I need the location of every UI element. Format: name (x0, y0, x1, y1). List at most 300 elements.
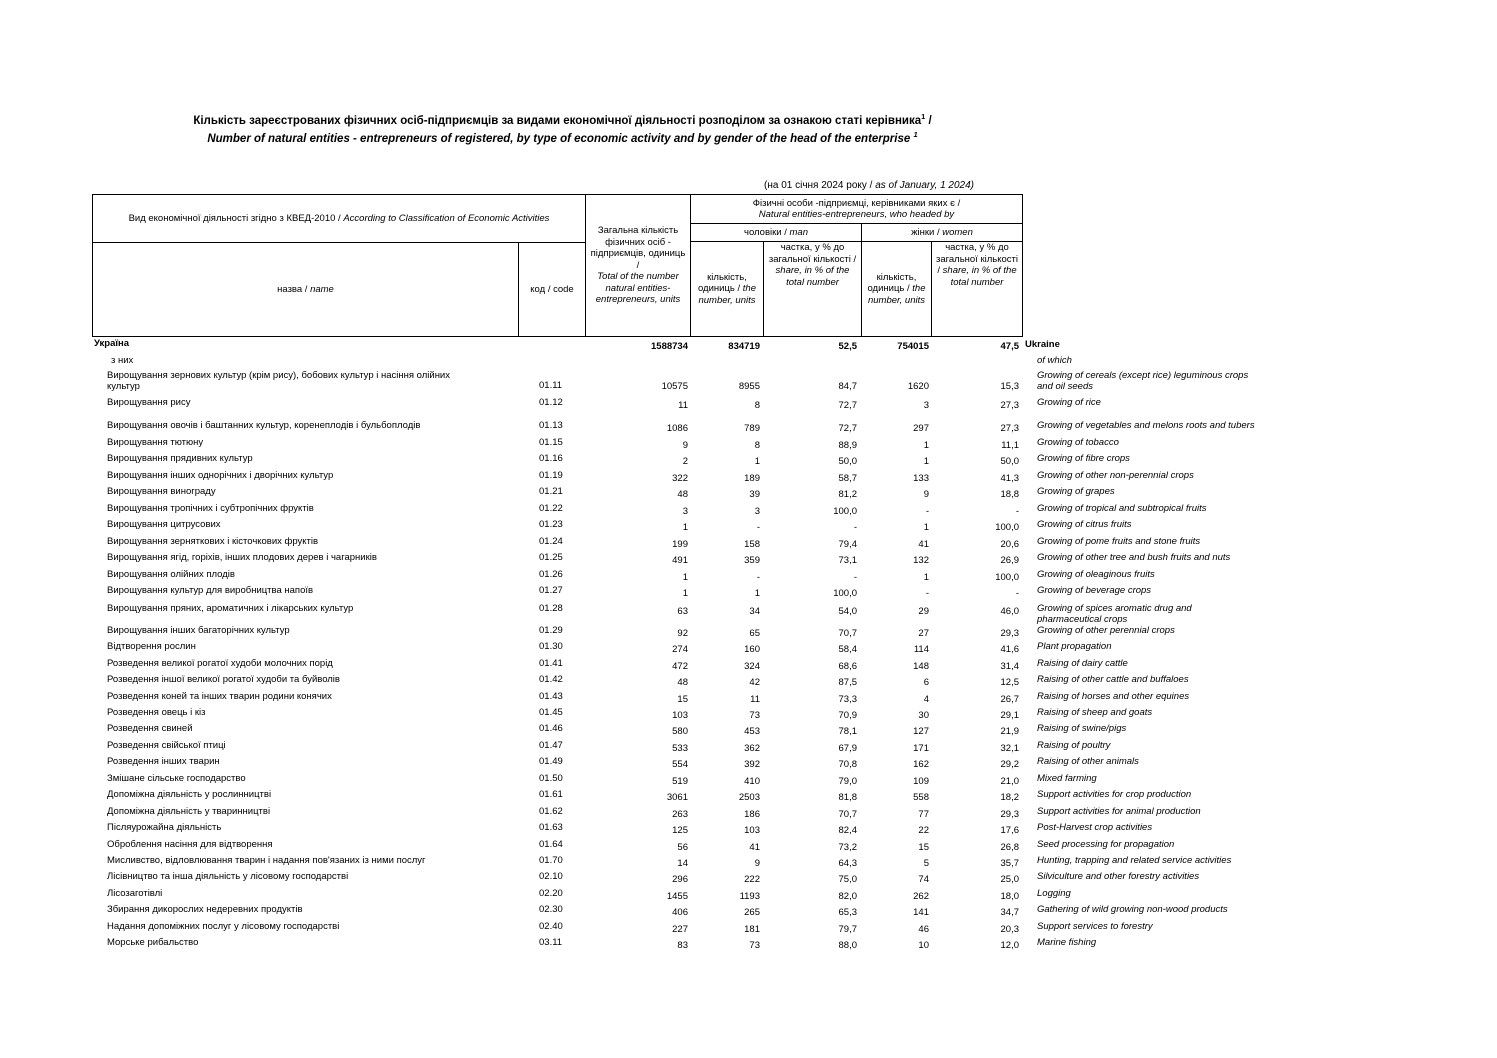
cell-men-count: 65 (749, 628, 760, 639)
cell-men-count: 8 (754, 440, 760, 451)
table-row (0, 756, 1497, 772)
cell-english-name: Growing of tropical and subtropical fruits (1037, 503, 1207, 514)
header-men: чоловіки / man (690, 223, 862, 242)
cell-name: Вирощування ягід, горіхів, інших плодових дерев і чагарників (107, 552, 377, 563)
cell-english-name: Plant propagation (1037, 641, 1112, 652)
cell-women-count: 27 (918, 628, 929, 639)
cell-women-share: 26,8 (1000, 842, 1019, 853)
cell-women-share: 32,1 (1000, 743, 1019, 754)
cell-men-count: 324 (744, 661, 760, 672)
cell-total: 48 (677, 677, 688, 688)
cell-english-name: Raising of horses and other equines (1037, 691, 1190, 702)
cell-women-count: 5 (923, 858, 929, 869)
cell-english-name: Growing of tobacco (1037, 437, 1119, 448)
cell-women-share: - (1015, 588, 1019, 599)
table-row (0, 486, 1497, 502)
cell-code: 02.30 (539, 904, 563, 915)
cell-code: 01.15 (539, 437, 563, 448)
cell-women-count: 141 (913, 907, 929, 918)
cell-english-name: Raising of sheep and goats (1037, 707, 1153, 718)
cell-total: 199 (672, 539, 688, 550)
cell-women-count: 1 (923, 572, 929, 583)
cell-women-count: 1 (923, 522, 929, 533)
cell-women-share: 18,8 (1000, 489, 1019, 500)
cell-women-count: 1620 (907, 381, 929, 392)
table-row (0, 888, 1497, 904)
cell-women-count: 41 (918, 539, 929, 550)
cell-women-share: 34,7 (1000, 907, 1019, 918)
header-men-count: кількість, одиниць / the number, units (690, 241, 764, 337)
cell-men-count: 359 (744, 555, 760, 566)
cell-name: Вирощування інших багаторічних культур (107, 625, 290, 636)
cell-men-count: 453 (744, 726, 760, 737)
as-of-date: (на 01 січня 2024 року / as of January, 1 2024) (764, 180, 974, 191)
header-women: жінки / women (861, 223, 1023, 242)
cell-name: Вирощування прядивних культур (107, 453, 253, 464)
cell-men-count: 189 (744, 473, 760, 484)
cell-code: 01.26 (539, 569, 563, 580)
cell-name: Вирощування овочів і баштанних культур, коренеплодів і бульбоплодів (107, 420, 421, 431)
cell-men-share: 58,7 (838, 473, 857, 484)
cell-men-count: 8955 (738, 381, 760, 392)
cell-name: Морське рибальство (107, 937, 199, 948)
cell-women-share: 21,0 (1000, 776, 1019, 787)
table-row (0, 921, 1497, 937)
cell-total: 519 (672, 776, 688, 787)
header-women-count: кількість, одиниць / the number, units (861, 241, 932, 337)
cell-women-share: 31,4 (1000, 661, 1019, 672)
header-physical-entities: Фізичні особи -підприємці, керівниками яких є / Natural entities-entrepreneurs, who headed by (690, 194, 1023, 224)
table-row (0, 773, 1497, 789)
cell-name: Вирощування зерняткових і кісточкових фруктів (107, 536, 319, 547)
cell-english-name: Support services to forestry (1037, 921, 1153, 932)
cell-name: Вирощування інших однорічних і дворічних культур (107, 470, 334, 481)
cell-men-share: 75,0 (838, 874, 857, 885)
cell-men-count: 222 (744, 874, 760, 885)
cell-women-count: 15 (918, 842, 929, 853)
cell-english-name: Growing of rice (1037, 397, 1101, 408)
cell-total: 56 (677, 842, 688, 853)
table-row (0, 641, 1497, 657)
cell-men-count: 410 (744, 776, 760, 787)
cell-total: 48 (677, 489, 688, 500)
cell-code: 01.29 (539, 625, 563, 636)
cell-men-count: 1 (754, 588, 760, 599)
cell-women-share: 20,6 (1000, 539, 1019, 550)
cell-english-name: of which (1037, 355, 1072, 366)
cell-english-name: Growing of other tree and bush fruits and nuts (1037, 552, 1231, 563)
cell-women-share: 12,5 (1000, 677, 1019, 688)
cell-name: Україна (94, 338, 130, 349)
cell-total: 11 (678, 400, 688, 411)
cell-total: 406 (672, 907, 688, 918)
cell-english-name-continued: pharmaceutical crops (1037, 614, 1128, 625)
cell-name: Лісозаготівлі (107, 888, 163, 899)
cell-code: 01.13 (539, 420, 563, 431)
cell-total: 296 (672, 874, 688, 885)
cell-women-count: 132 (913, 555, 929, 566)
cell-total: 3061 (666, 792, 688, 803)
cell-men-count: 11 (750, 694, 760, 705)
cell-men-share: 81,8 (838, 792, 857, 803)
cell-english-name: Growing of grapes (1037, 486, 1115, 497)
title-english: Number of natural entities - entrepreneurs of registered, by type of economic activity and by gender of the head of the enterprise $^1$ (207, 130, 918, 145)
cell-men-share: 70,8 (838, 759, 857, 770)
table-row (0, 855, 1497, 871)
cell-english-name: Logging (1037, 888, 1071, 899)
cell-women-share: 20,3 (1000, 924, 1019, 935)
cell-men-count: 41 (749, 842, 760, 853)
cell-code: 01.62 (539, 806, 563, 817)
cell-total: 2 (682, 456, 688, 467)
cell-total: 92 (677, 628, 688, 639)
cell-english-name: Mixed farming (1037, 773, 1097, 784)
cell-women-share: 26,7 (1000, 694, 1019, 705)
cell-women-count: 127 (913, 726, 929, 737)
header-name: назва / name (92, 242, 519, 337)
cell-women-share: 47,5 (1000, 341, 1019, 352)
cell-women-count: 297 (913, 423, 929, 434)
cell-name: Збирання дикорослих недеревних продуктів (107, 904, 303, 915)
cell-english-name: Support activities for crop production (1037, 789, 1192, 800)
cell-men-share: 88,9 (838, 440, 857, 451)
cell-english-name: Marine fishing (1037, 937, 1097, 948)
cell-total: 322 (672, 473, 688, 484)
cell-name: Розведення інших тварин (107, 756, 220, 767)
cell-code: 02.10 (539, 871, 563, 882)
cell-code: 01.46 (539, 723, 563, 734)
cell-men-count: 1193 (739, 891, 760, 902)
cell-english-name: Support activities for animal production (1037, 806, 1201, 817)
cell-code: 01.41 (539, 658, 563, 669)
cell-total: 9 (682, 440, 688, 451)
cell-code: 01.16 (539, 453, 563, 464)
cell-women-count: 3 (923, 400, 929, 411)
cell-code: 01.12 (539, 397, 563, 408)
table-row (0, 519, 1497, 535)
table-row (0, 503, 1497, 519)
cell-total: 1455 (666, 891, 688, 902)
cell-name: Вирощування тропічних і субтропічних фруктів (107, 503, 314, 514)
cell-english-name: Growing of other non-perennial crops (1037, 470, 1194, 481)
cell-code: 01.50 (539, 773, 563, 784)
cell-women-share: 26,9 (1000, 555, 1019, 566)
cell-women-share: 27,3 (1000, 423, 1019, 434)
cell-total: 1 (682, 588, 688, 599)
cell-code: 01.45 (539, 707, 563, 718)
cell-english-name: Growing of citrus fruits (1037, 519, 1132, 530)
cell-code: 01.19 (539, 470, 563, 481)
cell-men-share: 65,3 (838, 907, 857, 918)
cell-women-count: 9 (923, 489, 929, 500)
cell-women-share: 46,0 (1000, 606, 1019, 617)
cell-name: Вирощування культур для виробництва напоїв (107, 585, 314, 596)
cell-total: 554 (672, 759, 688, 770)
table-row (0, 370, 1497, 392)
cell-code: 01.49 (539, 756, 563, 767)
cell-women-share: 50,0 (1000, 456, 1019, 467)
cell-women-count: 77 (918, 809, 929, 820)
cell-name: Вирощування рису (107, 397, 191, 408)
cell-women-count: 162 (913, 759, 929, 770)
title-ukrainian: Кількість зареєстрованих фізичних осіб-підприємців за видами економічної діяльності розподілом за ознакою статі керівника$^1$ / (193, 112, 932, 127)
header-activity: Вид економічної діяльності згідно з КВЕД-2010 / According to Classification of Economic Activities (92, 194, 586, 243)
cell-code: 02.20 (539, 888, 563, 899)
cell-men-share: 81,2 (838, 489, 857, 500)
cell-women-count: 22 (918, 825, 929, 836)
table-row (0, 658, 1497, 674)
cell-men-share: 73,2 (838, 842, 857, 853)
cell-women-count: 558 (913, 792, 929, 803)
cell-code: 01.23 (539, 519, 563, 530)
cell-men-count: 8 (754, 400, 760, 411)
cell-men-count: 265 (744, 907, 760, 918)
cell-code: 01.47 (539, 740, 563, 751)
cell-code: 01.61 (539, 789, 563, 800)
table-row (0, 552, 1497, 568)
cell-english-name: Ukraine (1025, 339, 1060, 350)
cell-women-share: 15,3 (1000, 381, 1019, 392)
cell-name: Вирощування зернових культур (крім рису), бобових культур і насіння олійних (107, 370, 450, 381)
table-row (0, 470, 1497, 486)
cell-men-count: 392 (744, 759, 760, 770)
cell-total: 580 (672, 726, 688, 737)
cell-women-count: 30 (918, 710, 929, 721)
table-row (0, 437, 1497, 453)
table-row (0, 674, 1497, 690)
table-row (0, 625, 1497, 641)
cell-english-name: Hunting, trapping and related service activities (1037, 855, 1232, 866)
cell-men-count: 789 (744, 423, 760, 434)
cell-women-share: 29,1 (1000, 710, 1019, 721)
cell-men-count: 160 (744, 644, 760, 655)
table-row (0, 420, 1497, 436)
cell-women-count: 4 (923, 694, 929, 705)
cell-men-share: 87,5 (838, 677, 857, 688)
cell-english-name: Silviculture and other forestry activities (1037, 871, 1200, 882)
cell-name: Вирощування пряних, ароматичних і лікарських культур (107, 603, 354, 614)
cell-men-share: 52,5 (838, 341, 857, 352)
cell-men-count: 158 (744, 539, 760, 550)
cell-english-name: Growing of cereals (except rice) leguminous crops (1037, 370, 1249, 381)
cell-total: 263 (672, 809, 688, 820)
cell-women-count: 171 (913, 743, 929, 754)
cell-women-share: 29,3 (1000, 628, 1019, 639)
cell-men-count: 3 (754, 506, 760, 517)
cell-men-count: - (756, 522, 760, 533)
table-row (0, 839, 1497, 855)
cell-name: Вирощування винограду (107, 486, 216, 497)
cell-men-count: 181 (744, 924, 760, 935)
cell-english-name: Growing of vegetables and melons roots and tubers (1037, 420, 1255, 431)
cell-women-share: 18,2 (1000, 792, 1019, 803)
cell-name: Надання допоміжних послуг у лісовому господарстві (107, 921, 340, 932)
cell-women-count: 74 (918, 874, 929, 885)
cell-women-share: 27,3 (1000, 400, 1019, 411)
cell-men-count: 73 (749, 940, 760, 951)
cell-men-share: 72,7 (838, 400, 857, 411)
cell-women-count: 109 (913, 776, 929, 787)
cell-english-name: Raising of swine/pigs (1037, 723, 1127, 734)
cell-women-share: - (1015, 506, 1019, 517)
cell-women-share: 12,0 (1000, 940, 1019, 951)
cell-women-count: 148 (913, 661, 929, 672)
cell-code: 02.40 (539, 921, 563, 932)
cell-code: 01.43 (539, 691, 563, 702)
cell-women-share: 41,3 (1000, 473, 1019, 484)
cell-name: Мисливство, відловлювання тварин і надання пов'язаних із ними послуг (107, 855, 426, 866)
cell-men-share: 79,7 (838, 924, 857, 935)
cell-women-share: 25,0 (1000, 874, 1019, 885)
cell-code: 01.21 (539, 486, 563, 497)
table-row (0, 707, 1497, 723)
cell-name: Розведення іншої великої рогатої худоби та буйволів (107, 674, 340, 685)
cell-women-share: 35,7 (1000, 858, 1019, 869)
cell-women-count: 6 (923, 677, 929, 688)
cell-men-share: 54,0 (838, 606, 857, 617)
cell-code: 01.25 (539, 552, 563, 563)
cell-total: 14 (677, 858, 688, 869)
table-row-of-which (0, 355, 1497, 371)
cell-men-share: 70,7 (838, 809, 857, 820)
cell-english-name: Raising of other animals (1037, 756, 1139, 767)
table-row (0, 806, 1497, 822)
table-row (0, 789, 1497, 805)
cell-name: Вирощування тютюну (107, 437, 204, 448)
cell-english-name: Growing of spices aromatic drug and (1037, 603, 1192, 614)
cell-english-name-continued: and oil seeds (1037, 381, 1093, 392)
cell-total: 103 (672, 710, 688, 721)
cell-men-count: 73 (749, 710, 760, 721)
cell-english-name: Growing of fibre crops (1037, 453, 1130, 464)
cell-men-share: 88,0 (838, 940, 857, 951)
table-row (0, 740, 1497, 756)
cell-men-count: 834719 (728, 341, 760, 352)
cell-women-count: 1 (923, 440, 929, 451)
cell-code: 01.63 (539, 822, 563, 833)
cell-english-name: Growing of other perennial crops (1037, 625, 1175, 636)
cell-name: Розведення свійської птиці (107, 740, 226, 751)
cell-men-share: 67,9 (838, 743, 857, 754)
cell-code: 01.27 (539, 585, 563, 596)
cell-women-count: - (925, 588, 929, 599)
cell-name: Вирощування олійних плодів (107, 569, 235, 580)
cell-name: Допоміжна діяльність у тваринництві (107, 806, 271, 817)
cell-women-count: 10 (918, 940, 929, 951)
cell-men-share: 100,0 (833, 588, 857, 599)
cell-women-share: 11,1 (1001, 440, 1019, 451)
cell-name: Відтворення рослин (107, 641, 196, 652)
table-row (0, 536, 1497, 552)
table-row (0, 397, 1497, 413)
cell-english-name: Gathering of wild growing non-wood products (1037, 904, 1228, 915)
cell-women-share: 29,2 (1000, 759, 1019, 770)
cell-men-share: 79,0 (838, 776, 857, 787)
table-row (0, 871, 1497, 887)
cell-name: Розведення овець і кіз (107, 707, 206, 718)
cell-total: 533 (672, 743, 688, 754)
cell-men-share: 100,0 (833, 506, 857, 517)
table-row (0, 937, 1497, 953)
cell-name: Розведення коней та інших тварин родини конячих (107, 691, 332, 702)
cell-women-share: 41,6 (1000, 644, 1019, 655)
cell-women-share: 100,0 (995, 572, 1019, 583)
cell-total: 491 (672, 555, 688, 566)
table-row (0, 603, 1497, 625)
cell-men-count: 2503 (738, 792, 760, 803)
cell-men-share: 84,7 (838, 381, 857, 392)
cell-code: 01.42 (539, 674, 563, 685)
table-row-ukraine (0, 338, 1497, 354)
cell-name: з них (111, 355, 134, 366)
cell-men-count: 186 (744, 809, 760, 820)
table-row (0, 904, 1497, 920)
cell-total: 1086 (666, 423, 688, 434)
cell-men-share: 70,9 (838, 710, 857, 721)
cell-women-count: 133 (913, 473, 929, 484)
cell-code: 01.70 (539, 855, 563, 866)
cell-men-share: 50,0 (838, 456, 857, 467)
cell-women-count: 262 (913, 891, 929, 902)
cell-total: 1 (682, 572, 688, 583)
cell-men-share: 58,4 (838, 644, 857, 655)
cell-english-name: Raising of dairy cattle (1037, 658, 1128, 669)
cell-men-count: 39 (749, 489, 760, 500)
cell-women-count: 754015 (897, 341, 929, 352)
cell-name: Вирощування цитрусових (107, 519, 221, 530)
cell-english-name: Seed processing for propagation (1037, 839, 1175, 850)
cell-english-name: Raising of poultry (1037, 740, 1111, 751)
cell-men-share: - (853, 572, 857, 583)
table-row (0, 569, 1497, 585)
cell-men-share: 72,7 (838, 423, 857, 434)
table-row (0, 585, 1497, 601)
cell-english-name: Growing of pome fruits and stone fruits (1037, 536, 1201, 547)
cell-men-share: 73,3 (838, 694, 857, 705)
cell-men-count: - (756, 572, 760, 583)
cell-women-share: 17,6 (1000, 825, 1019, 836)
cell-total: 227 (672, 924, 688, 935)
cell-total: 472 (672, 661, 688, 672)
cell-code: 01.28 (539, 603, 563, 614)
cell-men-share: 70,7 (838, 628, 857, 639)
cell-men-count: 42 (749, 677, 760, 688)
cell-name: Змішане сільське господарство (107, 773, 246, 784)
cell-name: Лісівництво та інша діяльність у лісовому господарстві (107, 871, 349, 882)
cell-men-count: 103 (744, 825, 760, 836)
header-code: код / code (518, 242, 586, 337)
cell-men-count: 34 (749, 606, 760, 617)
cell-men-share: 64,3 (838, 858, 857, 869)
cell-women-share: 100,0 (995, 522, 1019, 533)
cell-total: 274 (672, 644, 688, 655)
cell-code: 01.11 (539, 380, 563, 391)
header-women-share: частка, у % до загальної кількості / share, in % of the total number (931, 241, 1023, 337)
cell-total: 63 (677, 606, 688, 617)
cell-women-count: - (925, 506, 929, 517)
cell-men-count: 362 (744, 743, 760, 754)
cell-men-share: 68,6 (838, 661, 857, 672)
cell-name: Оброблення насіння для відтворення (107, 839, 273, 850)
cell-code: 01.22 (539, 503, 563, 514)
cell-men-share: 78,1 (838, 726, 857, 737)
cell-name-continued: культур (107, 381, 140, 392)
cell-women-share: 18,0 (1000, 891, 1019, 902)
cell-english-name: Raising of other cattle and buffaloes (1037, 674, 1189, 685)
cell-english-name: Growing of beverage crops (1037, 585, 1152, 596)
cell-women-count: 114 (913, 644, 929, 655)
cell-name: Допоміжна діяльність у рослинництві (107, 789, 272, 800)
